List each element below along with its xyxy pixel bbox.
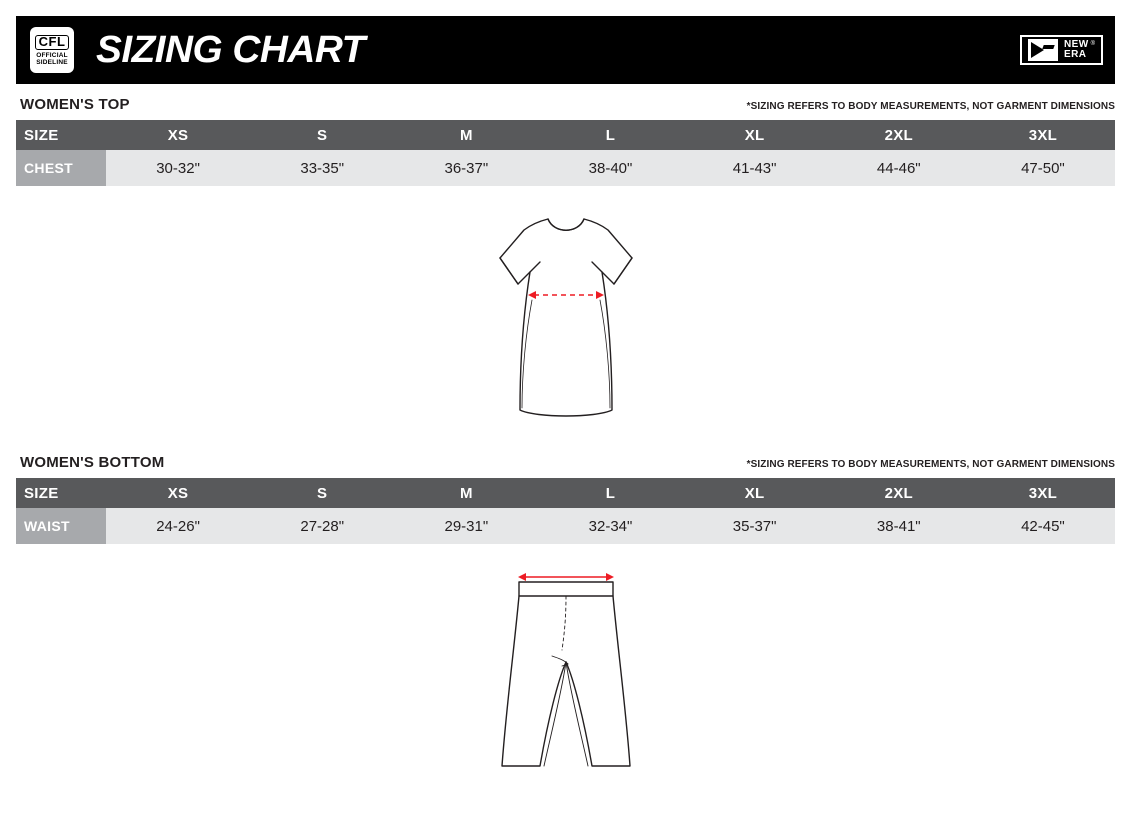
size-header-xs: XS	[167, 484, 189, 502]
section-note: *SIZING REFERS TO BODY MEASUREMENTS, NOT GARMENT DIMENSIONS	[746, 101, 1115, 112]
chest-value-xs: 30-32"	[156, 159, 200, 177]
size-header-2xl: 2XL	[884, 484, 913, 502]
cfl-logo-line1: OFFICIAL	[36, 51, 68, 59]
cfl-logo-line2: SIDELINE	[36, 58, 68, 66]
table-row-chest	[16, 150, 1115, 186]
page-header	[16, 16, 1115, 84]
new-era-flag-icon	[1028, 39, 1058, 61]
womens-pants-diagram	[466, 570, 666, 780]
waist-value-s: 27-28"	[300, 517, 345, 535]
cfl-official-sideline-logo	[30, 27, 74, 73]
size-header-m: M	[459, 484, 473, 502]
waist-value-xs: 24-26"	[156, 517, 200, 535]
section-note: *SIZING REFERS TO BODY MEASUREMENTS, NOT GARMENT DIMENSIONS	[746, 459, 1115, 470]
chest-value-l: 38-40"	[588, 159, 633, 177]
size-header-3xl: 3XL	[1028, 126, 1058, 144]
table-header-row	[16, 478, 1115, 508]
new-era-logo	[1020, 35, 1103, 65]
header-label: SIZE	[24, 484, 59, 502]
size-header-xl: XL	[744, 126, 765, 144]
chest-value-s: 33-35"	[300, 159, 345, 177]
size-header-xs: XS	[167, 126, 189, 144]
size-header-l: L	[605, 484, 616, 502]
womens-bottom-size-table	[16, 478, 1115, 544]
section-header-womens-bottom	[16, 442, 1115, 478]
womens-tee-figure	[16, 212, 1115, 442]
chest-value-xl: 41-43"	[732, 159, 777, 177]
section-title: WOMEN'S BOTTOM	[20, 454, 165, 471]
new-era-trademark: ®	[1090, 41, 1095, 47]
womens-pants-figure	[16, 570, 1115, 780]
waist-measure-arrow	[518, 573, 614, 581]
waist-value-2xl: 38-41"	[876, 517, 921, 535]
header-label: SIZE	[24, 126, 59, 144]
size-header-2xl: 2XL	[884, 126, 913, 144]
waist-value-3xl: 42-45"	[1021, 517, 1065, 535]
chest-value-m: 36-37"	[444, 159, 489, 177]
waist-value-xl: 35-37"	[732, 517, 777, 535]
table-row-waist	[16, 508, 1115, 544]
waist-value-l: 32-34"	[588, 517, 633, 535]
new-era-line1: NEW	[1064, 39, 1089, 50]
chest-measure-arrow	[528, 291, 604, 299]
new-era-line2: ERA	[1064, 49, 1087, 60]
womens-tee-diagram	[436, 212, 696, 442]
page-title: SIZING CHART	[96, 28, 365, 71]
measure-label-waist: WAIST	[16, 508, 106, 544]
section-header-womens-top	[16, 84, 1115, 120]
waist-value-m: 29-31"	[444, 517, 489, 535]
measure-label-chest: CHEST	[16, 150, 106, 186]
size-header-s: S	[317, 126, 328, 144]
womens-top-size-table	[16, 120, 1115, 186]
sizing-chart-page	[0, 16, 1131, 832]
cfl-logo-mark: CFL	[35, 35, 70, 50]
size-header-s: S	[317, 484, 328, 502]
size-header-l: L	[605, 126, 616, 144]
size-header-3xl: 3XL	[1028, 484, 1058, 502]
chest-value-2xl: 44-46"	[876, 159, 921, 177]
size-header-xl: XL	[744, 484, 765, 502]
table-header-row	[16, 120, 1115, 150]
size-header-m: M	[459, 126, 473, 144]
chest-value-3xl: 47-50"	[1021, 159, 1065, 177]
section-title: WOMEN'S TOP	[20, 96, 130, 113]
